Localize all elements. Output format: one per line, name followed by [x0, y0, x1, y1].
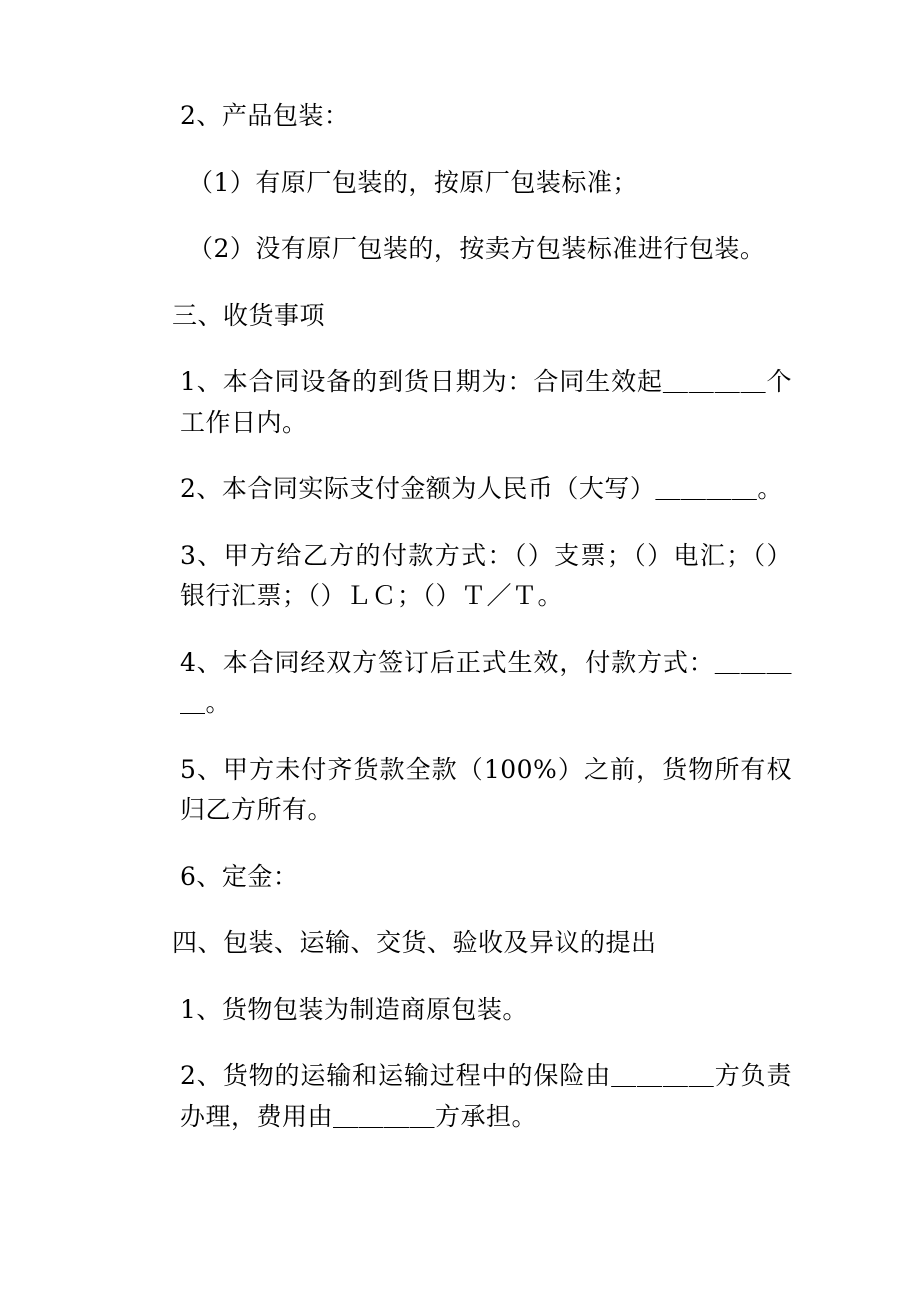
paragraph-product-packaging-heading: 2、产品包装： — [180, 101, 350, 130]
paragraph-contract-effective: 4、本合同经双方签订后正式生效，付款方式：＿＿＿＿。 — [180, 647, 792, 717]
heading-section-four: 四、包装、运输、交货、验收及异议的提出 — [172, 928, 657, 957]
paragraph-packaging-item-2: （2）没有原厂包装的，按卖方包装标准进行包装。 — [188, 234, 766, 263]
document-body — [150, 96, 792, 1137]
heading-section-three: 三、收货事项 — [172, 300, 326, 330]
paragraph-transport-insurance: 2、货物的运输和运输过程中的保险由＿＿＿＿方负责办理，费用由＿＿＿＿方承担。 — [180, 1061, 792, 1131]
paragraph-packaging-item-1: （1）有原厂包装的，按原厂包装标准； — [188, 167, 638, 197]
paragraph-payment-methods: 3、甲方给乙方的付款方式：（）支票；（）电汇；（）银行汇票；（）ＬＣ；（）Ｔ／Ｔ。 — [180, 540, 792, 610]
paragraph-payment-amount: 2、本合同实际支付金额为人民币（大写）＿＿＿＿。 — [180, 474, 783, 503]
paragraph-goods-packaging: 1、货物包装为制造商原包装。 — [180, 994, 528, 1024]
paragraph-deposit: 6、定金： — [180, 861, 299, 891]
paragraph-ownership: 5、甲方未付齐货款全款（100%）之前，货物所有权归乙方所有。 — [180, 754, 792, 824]
paragraph-delivery-date: 1、本合同设备的到货日期为：合同生效起＿＿＿＿个工作日内。 — [180, 367, 792, 437]
